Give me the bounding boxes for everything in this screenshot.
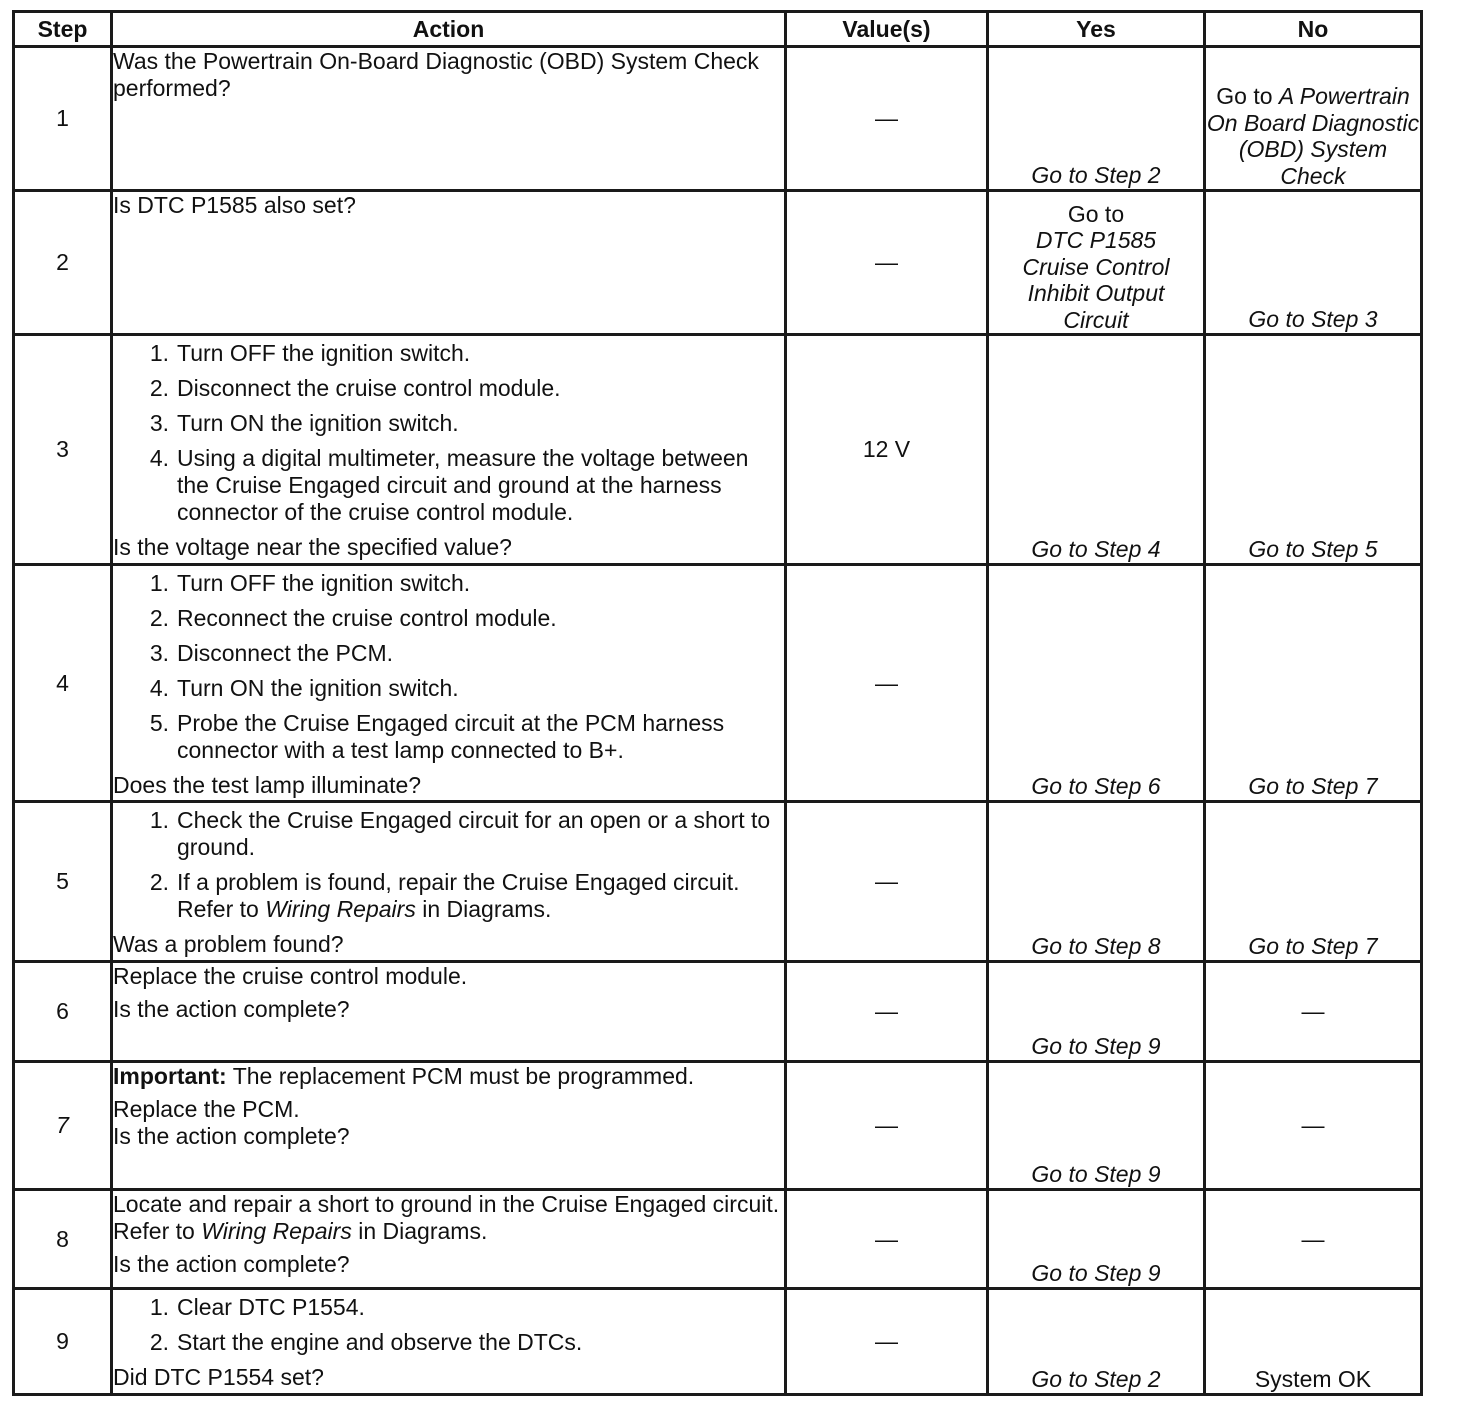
question-text: Is the action complete? — [113, 996, 350, 1022]
instruction-text: Locate and repair a short to ground in the Cruise Engaged circuit. Refer to Wiring Repairs in Diagrams. — [113, 1191, 780, 1244]
list-item: 1. Turn OFF the ignition switch. — [149, 340, 471, 366]
system-ok-text: System OK — [1254, 1366, 1372, 1392]
no-prefix: Go to — [1216, 83, 1273, 109]
yes-cell — [988, 565, 1205, 802]
no-cell: — — [1205, 962, 1422, 1062]
yes-link[interactable]: Go to Step 9 — [1031, 1033, 1161, 1059]
table-row — [14, 802, 1422, 962]
action-cell — [112, 565, 786, 802]
value-cell: — — [786, 962, 988, 1062]
no-cell — [1205, 565, 1422, 802]
no-link[interactable]: A Powertrain On Board Diagnostic (OBD) System Check — [1206, 83, 1420, 189]
list-item: 2. Reconnect the cruise control module. — [149, 605, 557, 631]
question-text: Was the Powertrain On-Board Diagnostic (OBD) System Check performed? — [113, 48, 759, 101]
diagnostic-table — [12, 10, 1423, 1396]
header-row — [14, 12, 1422, 47]
yes-prefix: Go to — [1067, 200, 1125, 227]
action-cell — [112, 1289, 786, 1395]
action-cell — [112, 1062, 786, 1190]
question-text: Is the voltage near the specified value? — [113, 534, 512, 560]
instruction-list — [113, 1294, 784, 1356]
question-text: Did DTC P1554 set? — [113, 1364, 324, 1390]
list-item: 2. If a problem is found, repair the Cruise Engaged circuit. Refer to Wiring Repairs in Diagrams. — [149, 869, 740, 922]
yes-cell — [988, 47, 1205, 191]
step-number: 7 — [14, 1062, 112, 1190]
table-row — [14, 1062, 1422, 1190]
no-link[interactable]: Go to Step 7 — [1248, 933, 1378, 959]
value-cell: — — [786, 802, 988, 962]
important-note: Important: The replacement PCM must be programmed. — [113, 1063, 695, 1089]
no-link[interactable]: Go to Step 3 — [1248, 306, 1378, 332]
yes-link[interactable]: Go to Step 9 — [1031, 1161, 1161, 1187]
no-cell — [1205, 191, 1422, 335]
list-item: 4. Turn ON the ignition switch. — [149, 675, 459, 701]
step-number: 1 — [14, 47, 112, 191]
table-row — [14, 962, 1422, 1062]
header-values: Value(s) — [786, 12, 988, 47]
instruction-list — [113, 807, 784, 923]
header-action: Action — [112, 12, 786, 47]
header-step: Step — [14, 12, 112, 47]
action-cell — [112, 191, 786, 335]
instruction-list — [113, 570, 784, 764]
list-item: 1. Turn OFF the ignition switch. — [149, 570, 471, 596]
table-row — [14, 335, 1422, 565]
header-no: No — [1205, 12, 1422, 47]
yes-link[interactable]: Go to Step 2 — [1031, 1366, 1161, 1392]
table-row — [14, 565, 1422, 802]
question-text: Does the test lamp illuminate? — [113, 772, 422, 798]
yes-cell — [988, 1289, 1205, 1395]
yes-cell — [988, 962, 1205, 1062]
step-number: 9 — [14, 1289, 112, 1395]
step-number: 3 — [14, 335, 112, 565]
no-cell — [1205, 802, 1422, 962]
instruction-text: Replace the PCM. — [113, 1096, 300, 1122]
list-item: 5. Probe the Cruise Engaged circuit at the PCM harness connector with a test lamp connected to B+. — [149, 710, 725, 763]
yes-link[interactable]: Go to Step 4 — [1031, 536, 1161, 562]
yes-cell — [988, 335, 1205, 565]
no-cell — [1205, 1289, 1422, 1395]
no-cell: — — [1205, 1062, 1422, 1190]
step-number: 8 — [14, 1190, 112, 1289]
no-link[interactable]: Go to Step 7 — [1248, 773, 1378, 799]
question-text: Is DTC P1585 also set? — [113, 192, 356, 218]
value-cell: — — [786, 1062, 988, 1190]
question-text: Was a problem found? — [113, 931, 344, 957]
no-link[interactable]: Go to Step 5 — [1248, 536, 1378, 562]
yes-link[interactable]: DTC P1585 Cruise Control Inhibit Output Circuit — [1022, 227, 1170, 333]
no-cell — [1205, 47, 1422, 191]
step-number: 6 — [14, 962, 112, 1062]
yes-link[interactable]: Go to Step 8 — [1031, 933, 1161, 959]
no-cell: — — [1205, 1190, 1422, 1289]
table-row — [14, 47, 1422, 191]
list-item: 3. Turn ON the ignition switch. — [149, 410, 459, 436]
value-cell: 12 V — [786, 335, 988, 565]
step-number: 5 — [14, 802, 112, 962]
value-cell: — — [786, 191, 988, 335]
table-row — [14, 191, 1422, 335]
no-cell — [1205, 335, 1422, 565]
instruction-list — [113, 340, 784, 526]
list-item: 1. Check the Cruise Engaged circuit for an open or a short to ground. — [149, 807, 771, 860]
value-cell: — — [786, 1190, 988, 1289]
yes-cell — [988, 191, 1205, 335]
yes-link[interactable]: Go to Step 9 — [1031, 1260, 1161, 1286]
yes-link[interactable]: Go to Step 6 — [1031, 773, 1161, 799]
list-item: 1. Clear DTC P1554. — [149, 1294, 365, 1320]
list-item: 4. Using a digital multimeter, measure the voltage between the Cruise Engaged circuit and ground at the harness connector of the cruise control module. — [149, 445, 749, 525]
value-cell: — — [786, 1289, 988, 1395]
list-item: 3. Disconnect the PCM. — [149, 640, 394, 666]
wiring-repairs-link[interactable]: Wiring Repairs — [201, 1218, 352, 1244]
action-cell — [112, 962, 786, 1062]
action-cell — [112, 1190, 786, 1289]
instruction-text: Replace the cruise control module. — [113, 963, 468, 989]
step-number: 2 — [14, 191, 112, 335]
header-yes: Yes — [988, 12, 1205, 47]
question-text: Is the action complete? — [113, 1123, 350, 1149]
table-row — [14, 1289, 1422, 1395]
yes-cell — [988, 802, 1205, 962]
wiring-repairs-link[interactable]: Wiring Repairs — [265, 896, 416, 922]
action-cell — [112, 802, 786, 962]
value-cell: — — [786, 565, 988, 802]
action-cell — [112, 335, 786, 565]
yes-cell — [988, 1190, 1205, 1289]
table-row — [14, 1190, 1422, 1289]
yes-cell — [988, 1062, 1205, 1190]
action-cell — [112, 47, 786, 191]
step-number: 4 — [14, 565, 112, 802]
question-text: Is the action complete? — [113, 1251, 350, 1277]
list-item: 2. Disconnect the cruise control module. — [149, 375, 561, 401]
list-item: 2. Start the engine and observe the DTCs. — [149, 1329, 583, 1355]
yes-link[interactable]: Go to Step 2 — [1031, 162, 1161, 188]
value-cell: — — [786, 47, 988, 191]
